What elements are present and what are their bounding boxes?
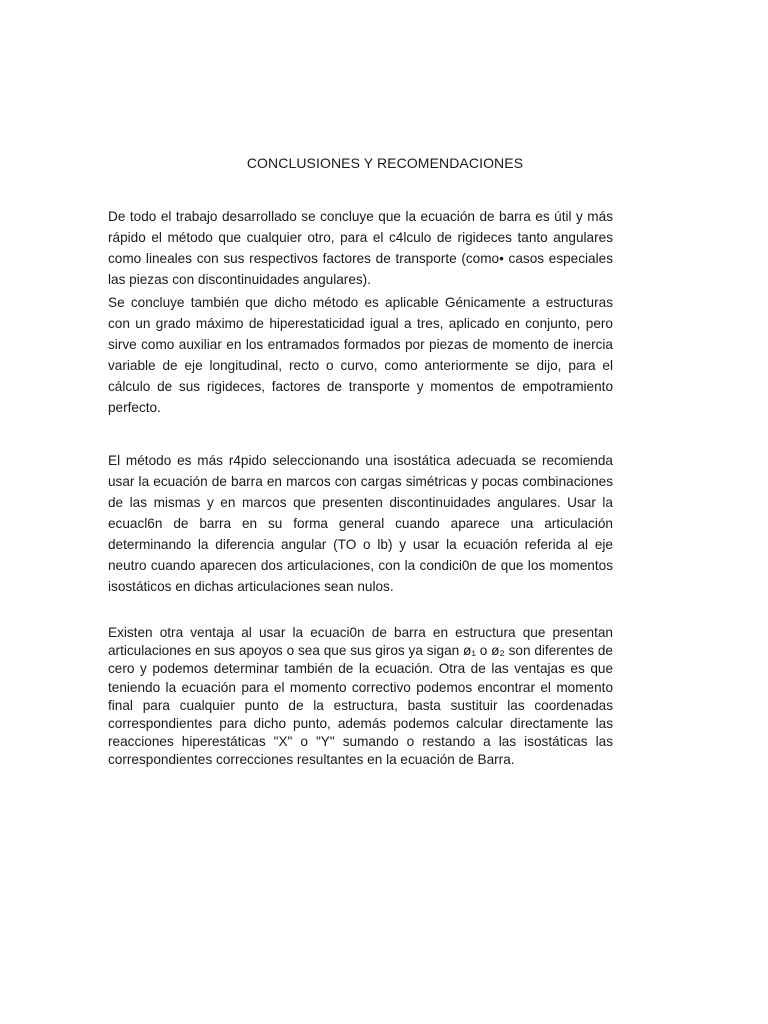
- paragraph-conclusion-1: De todo el trabajo desarrollado se concluye que la ecuación de barra es útil y más rápido el método que cualquier otro, para el c4lculo de rigideces tanto angulares como lineales con sus respectivos factores de transporte (como• casos especiales las piezas con discontinuidades angulares).: [108, 209, 613, 287]
- paragraph-conclusion-2: Se concluye también que dicho método es aplicable Génicamente a estructuras con un grado máximo de hiperestaticidad igual a tres, aplicado en conjunto, pero sirve como auxiliar en los entramados formados por piezas de momento de inercia variable de eje longitudinal, recto o curvo, como anteriormente se dijo, para el cálculo de sus rigideces, factores de transporte y momentos de empotramiento perfecto.: [108, 295, 613, 415]
- document-title: CONCLUSIONES Y RECOMENDACIONES: [246, 155, 524, 171]
- paragraph-recommendation: El método es más r4pido seleccionando una isostática adecuada se recomienda usar la ecuación de barra en marcos con cargas simétricas y pocas combinaciones de las mismas y en marcos que presenten discontinuidades angulares. Usar la ecuacl6n de barra en su forma general cuando aparece una articulación determinando la diferencia angular (TO o lb) y usar la ecuación referida al eje neutro cuando aparecen dos articulaciones, con la condici0n de que los momentos isostáticos en dichas articulaciones sean nulos.: [108, 453, 613, 594]
- paragraph-advantages: Existen otra ventaja al usar la ecuaci0n de barra en estructura que presentan articulaciones en sus apoyos o sea que sus giros ya sigan ø₁ o ø₂ son diferentes de cero y podemos determinar también de la ecuación. Otra de las ventajas es que teniendo la ecuación para el momento correctivo podemos encontrar el momento final para cualquier punto de la estructura, basta sustituir las coordenadas correspondientes para dicho punto, además podemos calcular directamente las reacciones hiperestáticas "X" o "Y" sumando o restando a las isostáticas las correspondientes correcciones resultantes en la ecuación de Barra.: [108, 625, 613, 768]
